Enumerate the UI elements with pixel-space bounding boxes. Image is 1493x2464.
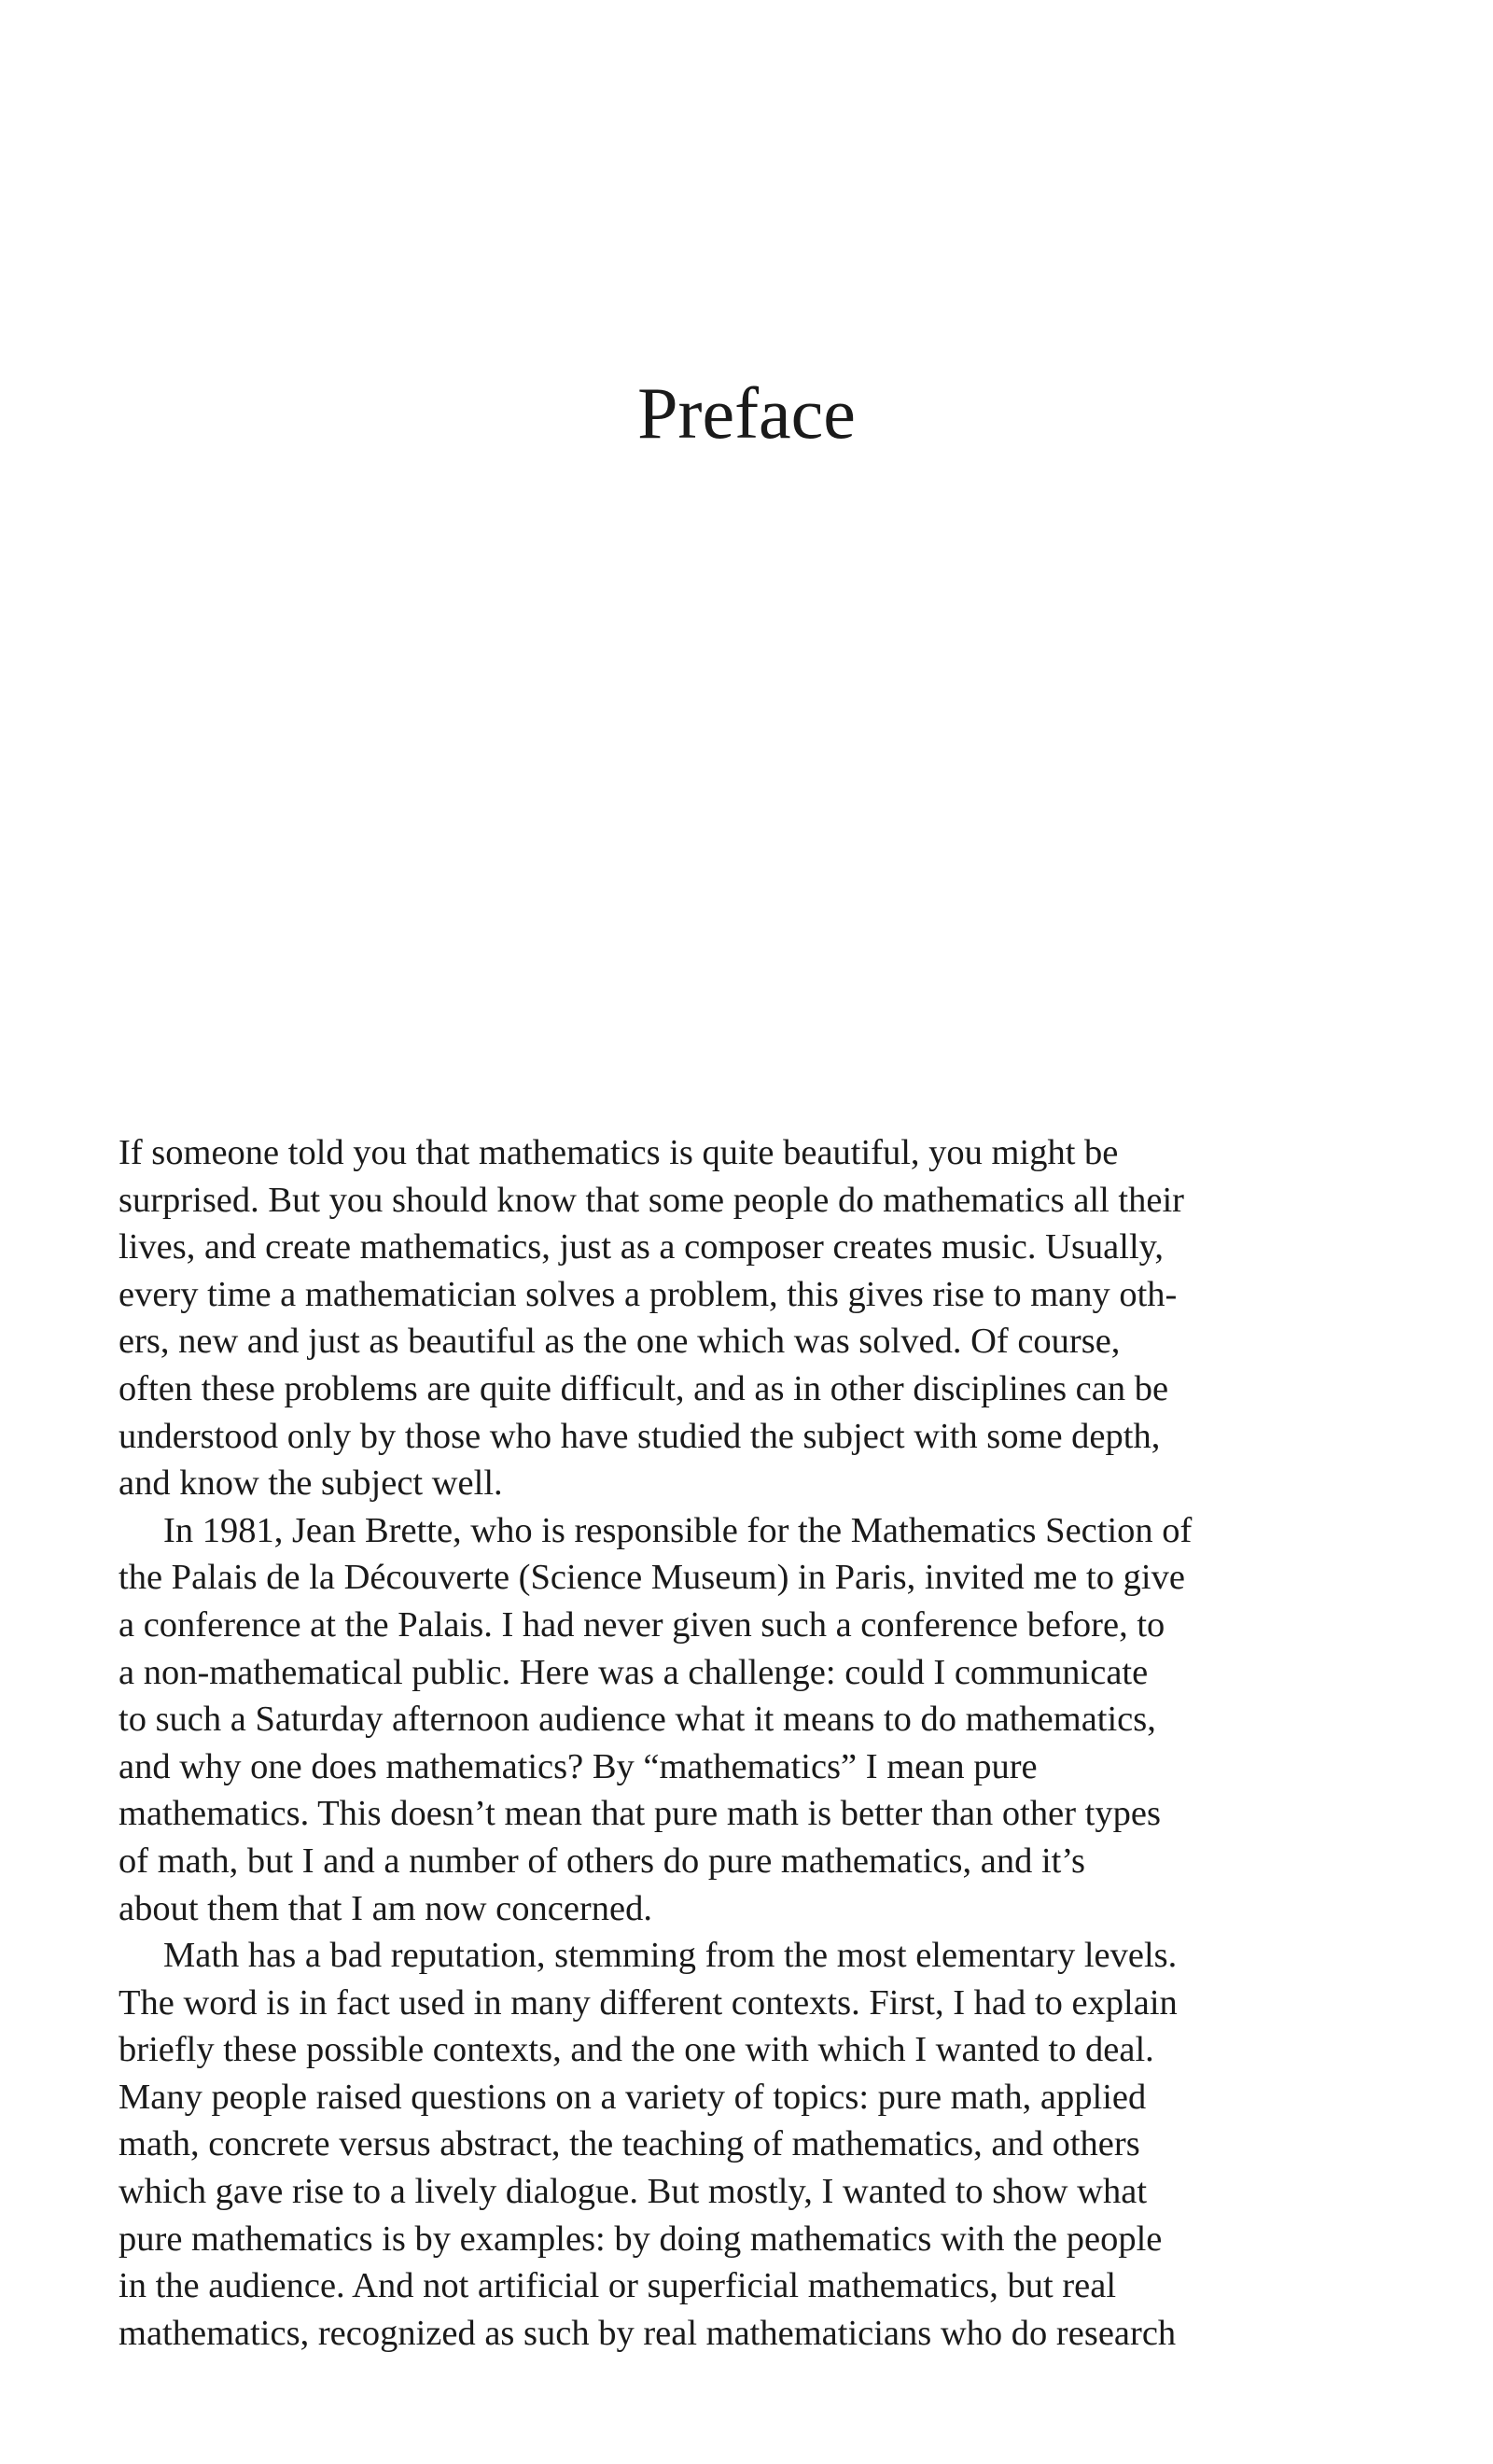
- text-line: lives, and create mathematics, just as a composer creates music. Usually,: [119, 1227, 1165, 1267]
- text-line: surprised. But you should know that some people do mathematics all their: [119, 1180, 1184, 1220]
- page-title: Preface: [637, 372, 856, 454]
- text-line: to such a Saturday afternoon audience what it means to do mathematics,: [119, 1700, 1156, 1740]
- text-line: The word is in fact used in many different contexts. First, I had to explain: [119, 1982, 1178, 2023]
- text-line: math, concrete versus abstract, the teaching of mathematics, and others: [119, 2124, 1140, 2164]
- text-line: In 1981, Jean Brette, who is responsible for the Mathematics Section of: [163, 1510, 1193, 1550]
- text-line: understood only by those who have studied the subject with some depth,: [119, 1416, 1161, 1456]
- text-line: which gave rise to a lively dialogue. But mostly, I wanted to show what: [119, 2172, 1148, 2212]
- paragraph-3: [119, 1932, 1376, 2357]
- text-line: Math has a bad reputation, stemming from the most elementary levels.: [163, 1936, 1178, 1976]
- text-line: the Palais de la Découverte (Science Museum) in Paris, invited me to give: [119, 1558, 1185, 1598]
- paragraph-1: [119, 1129, 1376, 1507]
- text-line: If someone told you that mathematics is quite beautiful, you might be: [119, 1133, 1119, 1172]
- text-line: a non-mathematical public. Here was a challenge: could I communicate: [119, 1652, 1149, 1692]
- text-line: and why one does mathematics? By “mathematics” I mean pure: [119, 1746, 1038, 1786]
- text-line: Many people raised questions on a variety of topics: pure math, applied: [119, 2077, 1147, 2117]
- text-line: mathematics, recognized as such by real mathematicians who do research: [119, 2313, 1177, 2353]
- text-line: in the audience. And not artificial or superficial mathematics, but real: [119, 2266, 1117, 2306]
- text-line: and know the subject well.: [119, 1463, 503, 1504]
- paragraph-2: [119, 1507, 1376, 1932]
- text-line: pure mathematics is by examples: by doing mathematics with the people: [119, 2219, 1163, 2259]
- preface-body: [119, 1129, 1376, 2357]
- text-line: about them that I am now concerned.: [119, 1888, 652, 1928]
- text-line: every time a mathematician solves a problem, this gives rise to many oth-: [119, 1274, 1178, 1314]
- text-line: mathematics. This doesn’t mean that pure math is better than other types: [119, 1794, 1161, 1834]
- text-line: of math, but I and a number of others do pure mathematics, and it’s: [119, 1841, 1086, 1881]
- text-line: a conference at the Palais. I had never given such a conference before, to: [119, 1604, 1165, 1645]
- text-line: often these problems are quite difficult, and as in other disciplines can be: [119, 1368, 1169, 1408]
- text-line: ers, new and just as beautiful as the one which was solved. Of course,: [119, 1322, 1121, 1362]
- text-line: briefly these possible contexts, and the one with which I wanted to deal.: [119, 2030, 1154, 2070]
